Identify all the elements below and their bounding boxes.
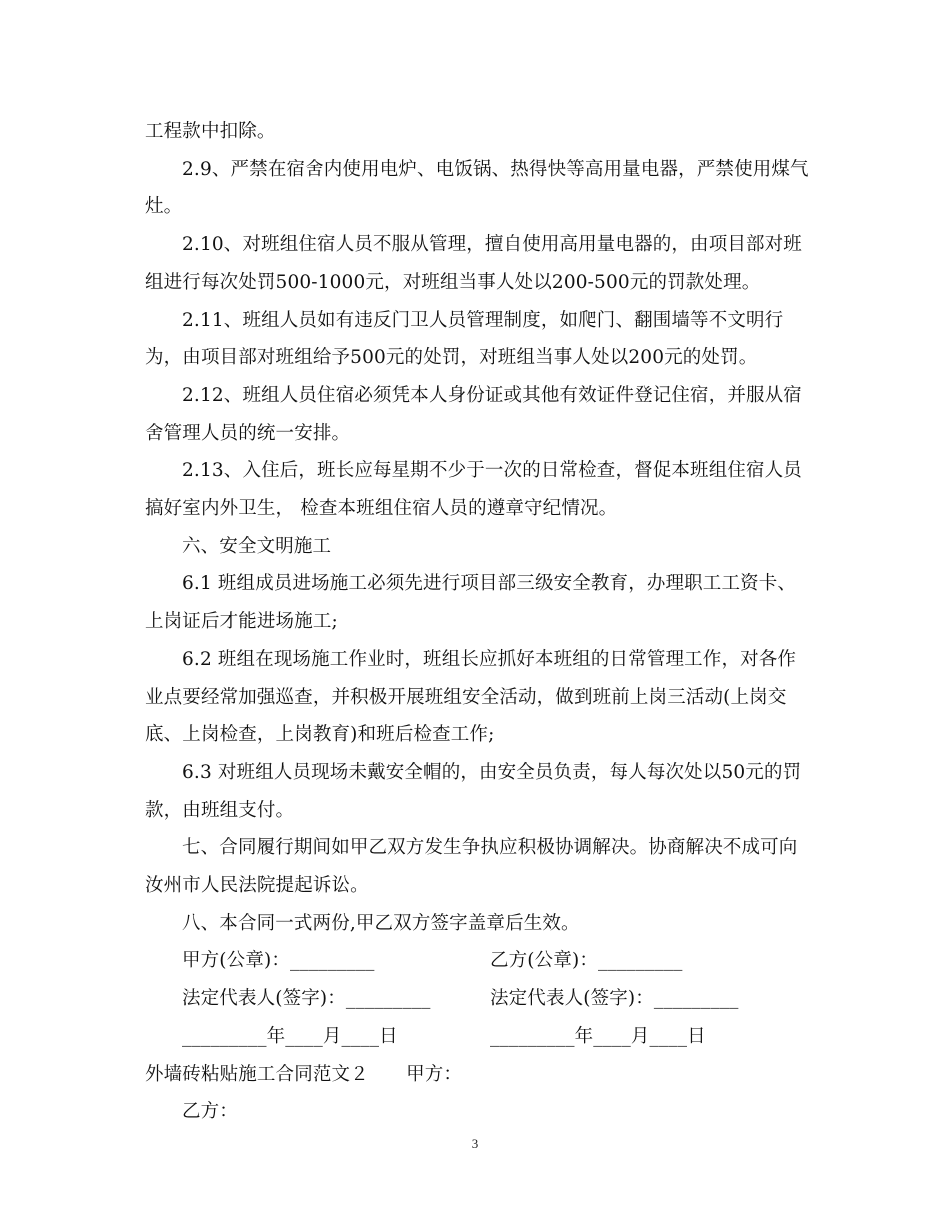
- clause-2-11: 2.11、班组人员如有违反门卫人员管理制度，如爬门、翻围墙等不文明行: [182, 309, 784, 331]
- document-body: [145, 113, 807, 1131]
- section-heading-safety: 六、安全文明施工: [182, 535, 332, 557]
- clause-2-12: 2.12、班组人员住宿必须凭本人身份证或其他有效证件登记住宿，并服从宿: [182, 384, 802, 406]
- section-eight: 八、本合同一式两份,甲乙双方签字盖章后生效。: [182, 912, 580, 934]
- party-b-seal: 乙方(公章)：_________: [490, 950, 683, 972]
- next-contract-title: 外墙砖粘贴施工合同范文２ 甲方：: [145, 1063, 463, 1085]
- text-line: 业点要经常加强巡查，并积极开展班组安全活动，做到班前上岗三活动(上岗交: [145, 686, 787, 708]
- party-a-representative: 法定代表人(签字)：_________: [182, 988, 431, 1010]
- signature-row-rep: [145, 980, 807, 1018]
- text-line: 灶。: [145, 196, 183, 218]
- signature-row-date: [145, 1018, 807, 1056]
- signature-row-seal: [145, 942, 807, 980]
- text-line: 上岗证后才能进场施工;: [145, 611, 338, 633]
- text-line: 款，由班组支付。: [145, 799, 295, 821]
- party-a-seal: 甲方(公章)：_________: [182, 950, 375, 972]
- clause-2-13: 2.13、入住后，班长应每星期不少于一次的日常检查，督促本班组住宿人员: [182, 460, 802, 482]
- text-line: 组进行每次处罚500-1000元，对班组当事人处以200-500元的罚款处理。: [145, 271, 761, 293]
- text-line: 舍管理人员的统一安排。: [145, 422, 351, 444]
- party-b-representative: 法定代表人(签字)：_________: [490, 988, 739, 1010]
- party-b-date: _________年____月____日: [490, 1025, 706, 1047]
- clause-6-2: 6.2 班组在现场施工作业时，班组长应抓好本班组的日常管理工作，对各作: [182, 648, 797, 670]
- section-seven: 七、合同履行期间如甲乙双方发生争执应积极协调解决。协商解决不成可向: [182, 837, 798, 859]
- next-contract-party-b: 乙方：: [182, 1101, 238, 1123]
- text-line: 搞好室内外卫生， 检查本班组住宿人员的遵章守纪情况。: [145, 498, 618, 520]
- clause-2-10: 2.10、对班组住宿人员不服从管理，擅自使用高用量电器的，由项目部对班: [182, 234, 802, 256]
- text-line: 汝州市人民法院提起诉讼。: [145, 875, 369, 897]
- clause-6-3: 6.3 对班组人员现场未戴安全帽的，由安全员负责，每人每次处以50元的罚: [182, 761, 802, 783]
- page-number: 3: [471, 1136, 479, 1151]
- text-line: 为，由项目部对班组给予500元的处罚，对班组当事人处以200元的处罚。: [145, 347, 758, 369]
- clause-6-1: 6.1 班组成员进场施工必须先进行项目部三级安全教育，办理职工工资卡、: [182, 573, 797, 595]
- party-a-date: _________年____月____日: [182, 1025, 398, 1047]
- text-line: 工程款中扣除。: [145, 121, 276, 142]
- text-line: 底、上岗检查，上岗教育)和班后检查工作;: [145, 724, 495, 746]
- clause-2-9: 2.9、严禁在宿舍内使用电炉、电饭锅、热得快等高用量电器，严禁使用煤气: [182, 158, 809, 180]
